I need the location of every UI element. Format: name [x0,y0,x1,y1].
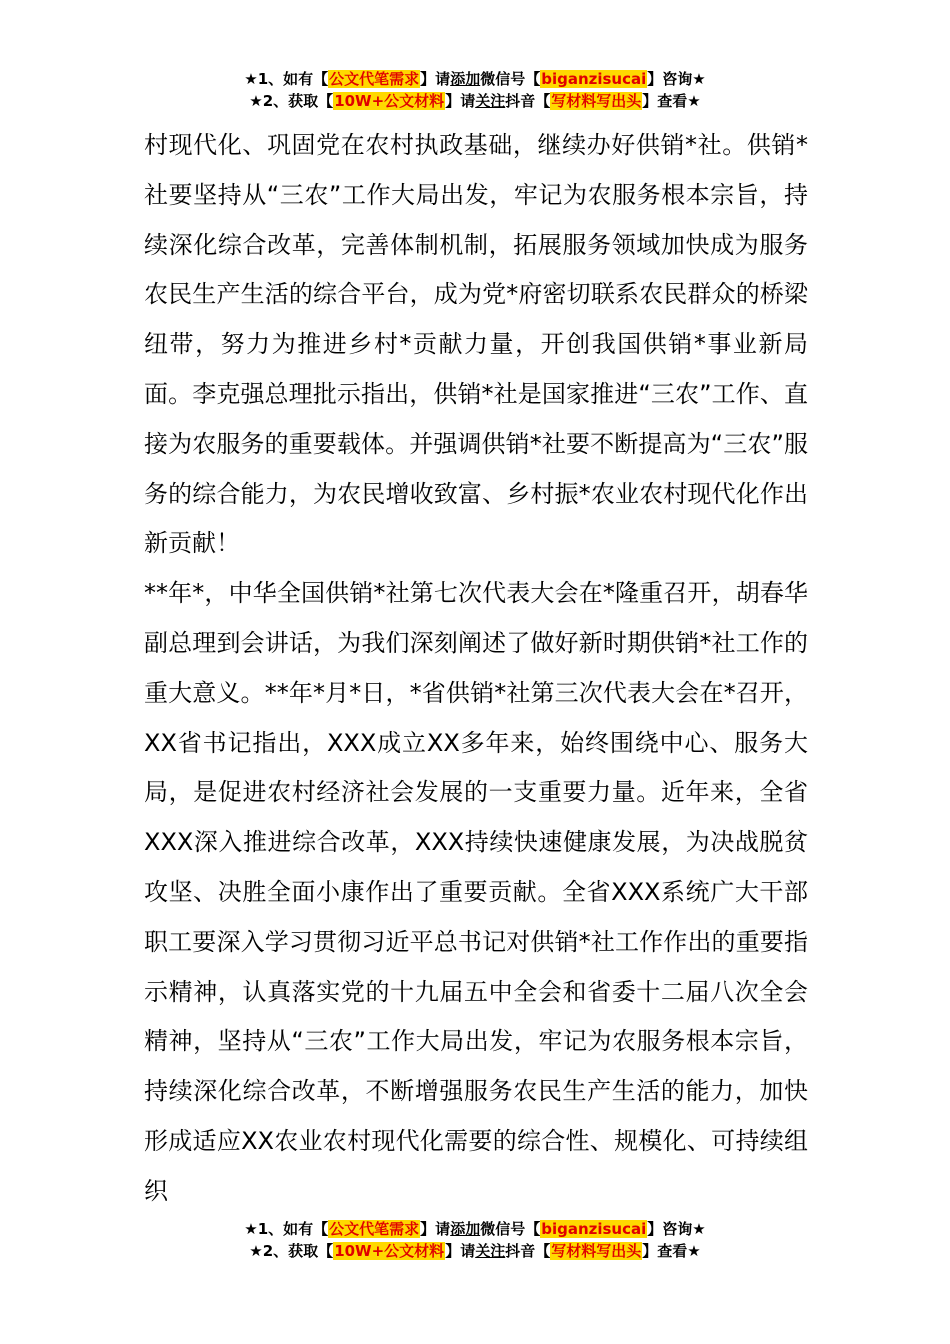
header-line-1-part-2: 】请 [420,70,451,88]
header-line-2 [0,90,950,112]
highlight-douyin-account: 写材料写出头 [551,1242,642,1260]
header-line-1-part-1: 1、如有【 [257,70,329,88]
highlight-wechat-id: biganzisucai [541,70,647,88]
footer-line-2-part-3: 抖音【 [505,1242,551,1260]
footer-line-1-part-3: 微信号【 [480,1220,541,1238]
highlight-douyin-account: 写材料写出头 [551,92,642,110]
header-line-1-part-3: 微信号【 [480,70,541,88]
header-line-2-part-2: 】请 [445,92,476,110]
footer-line-1-part-1: 1、如有【 [257,1220,329,1238]
footer-line-1 [0,1218,950,1240]
header-line-2-part-3: 抖音【 [505,92,551,110]
document-body [144,121,808,1217]
footer-line-1-part-2: 】请 [420,1220,451,1238]
highlight-service-tag: 公文代笔需求 [329,1220,420,1238]
footer-line-2 [0,1240,950,1262]
footer-line-2-part-2: 】请 [445,1242,476,1260]
star-icon: ★ [244,70,258,88]
footer-line-1-part-4: 】咨询★ [647,1220,706,1238]
underlined-follow-text: 关注 [475,1242,506,1260]
footer-line-2-part-1: 2、获取【 [262,1242,334,1260]
underlined-follow-text: 关注 [475,92,506,110]
highlight-wechat-id: biganzisucai [541,1220,647,1238]
header-line-2-part-4: 】查看★ [642,92,701,110]
header-line-1-part-4: 】咨询★ [647,70,706,88]
footer-line-2-part-4: 】查看★ [642,1242,701,1260]
footer-banner [0,1218,950,1262]
header-line-1 [0,68,950,90]
underlined-add-text: 添加 [450,1220,481,1238]
star-icon: ★ [249,92,263,110]
underlined-add-text: 添加 [450,70,481,88]
highlight-materials-tag: 10W+公文材料 [334,92,445,110]
body-paragraph-2: **年*，中华全国供销*社第七次代表大会在*隆重召开，胡春华副总理到会讲话，为我们深刻阐述了做好新时期供销*社工作的重大意义。**年*月*日，*省供销*社第三次代表大会在*召开，XX省书记指出，XXX成立XX多年来，始终围绕中心、服务大局，是促进农村经济社会发展的一支重要力量。近年来，全省XXX深入推进综合改革，XXX持续快速健康发展，为决战脱贫攻坚、决胜全面小康作出了重要贡献。全省XXX系统广大干部职工要深入学习贯彻习近平总书记对供销*社工作作出的重要指示精神，认真落实党的十九届五中全会和省委十二届八次全会精神，坚持从“三农”工作大局出发，牢记为农服务根本宗旨，持续深化综合改革，不断增强服务农民生产生活的能力，加快形成适应XX农业农村现代化需要的综合性、规模化、可持续组织 [144,579,808,1205]
star-icon: ★ [244,1220,258,1238]
highlight-materials-tag: 10W+公文材料 [334,1242,445,1260]
body-paragraph-1: 村现代化、巩固党在农村执政基础，继续办好供销*社。供销*社要坚持从“三农”工作大局出发，牢记为农服务根本宗旨，持续深化综合改革，完善体制机制，拓展服务领域加快成为服务农民生产生活的综合平台，成为党*府密切联系农民群众的桥梁纽带，努力为推进乡村*贡献力量，开创我国供销*事业新局面。李克强总理批示指出，供销*社是国家推进“三农”工作、直接为农服务的重要载体。并强调供销*社要不断提高为“三农”服务的综合能力，为农民增收致富、乡村振*农业农村现代化作出新贡献！ [144,131,808,558]
star-icon: ★ [249,1242,263,1260]
header-banner [0,68,950,112]
highlight-service-tag: 公文代笔需求 [329,70,420,88]
header-line-2-part-1: 2、获取【 [262,92,334,110]
